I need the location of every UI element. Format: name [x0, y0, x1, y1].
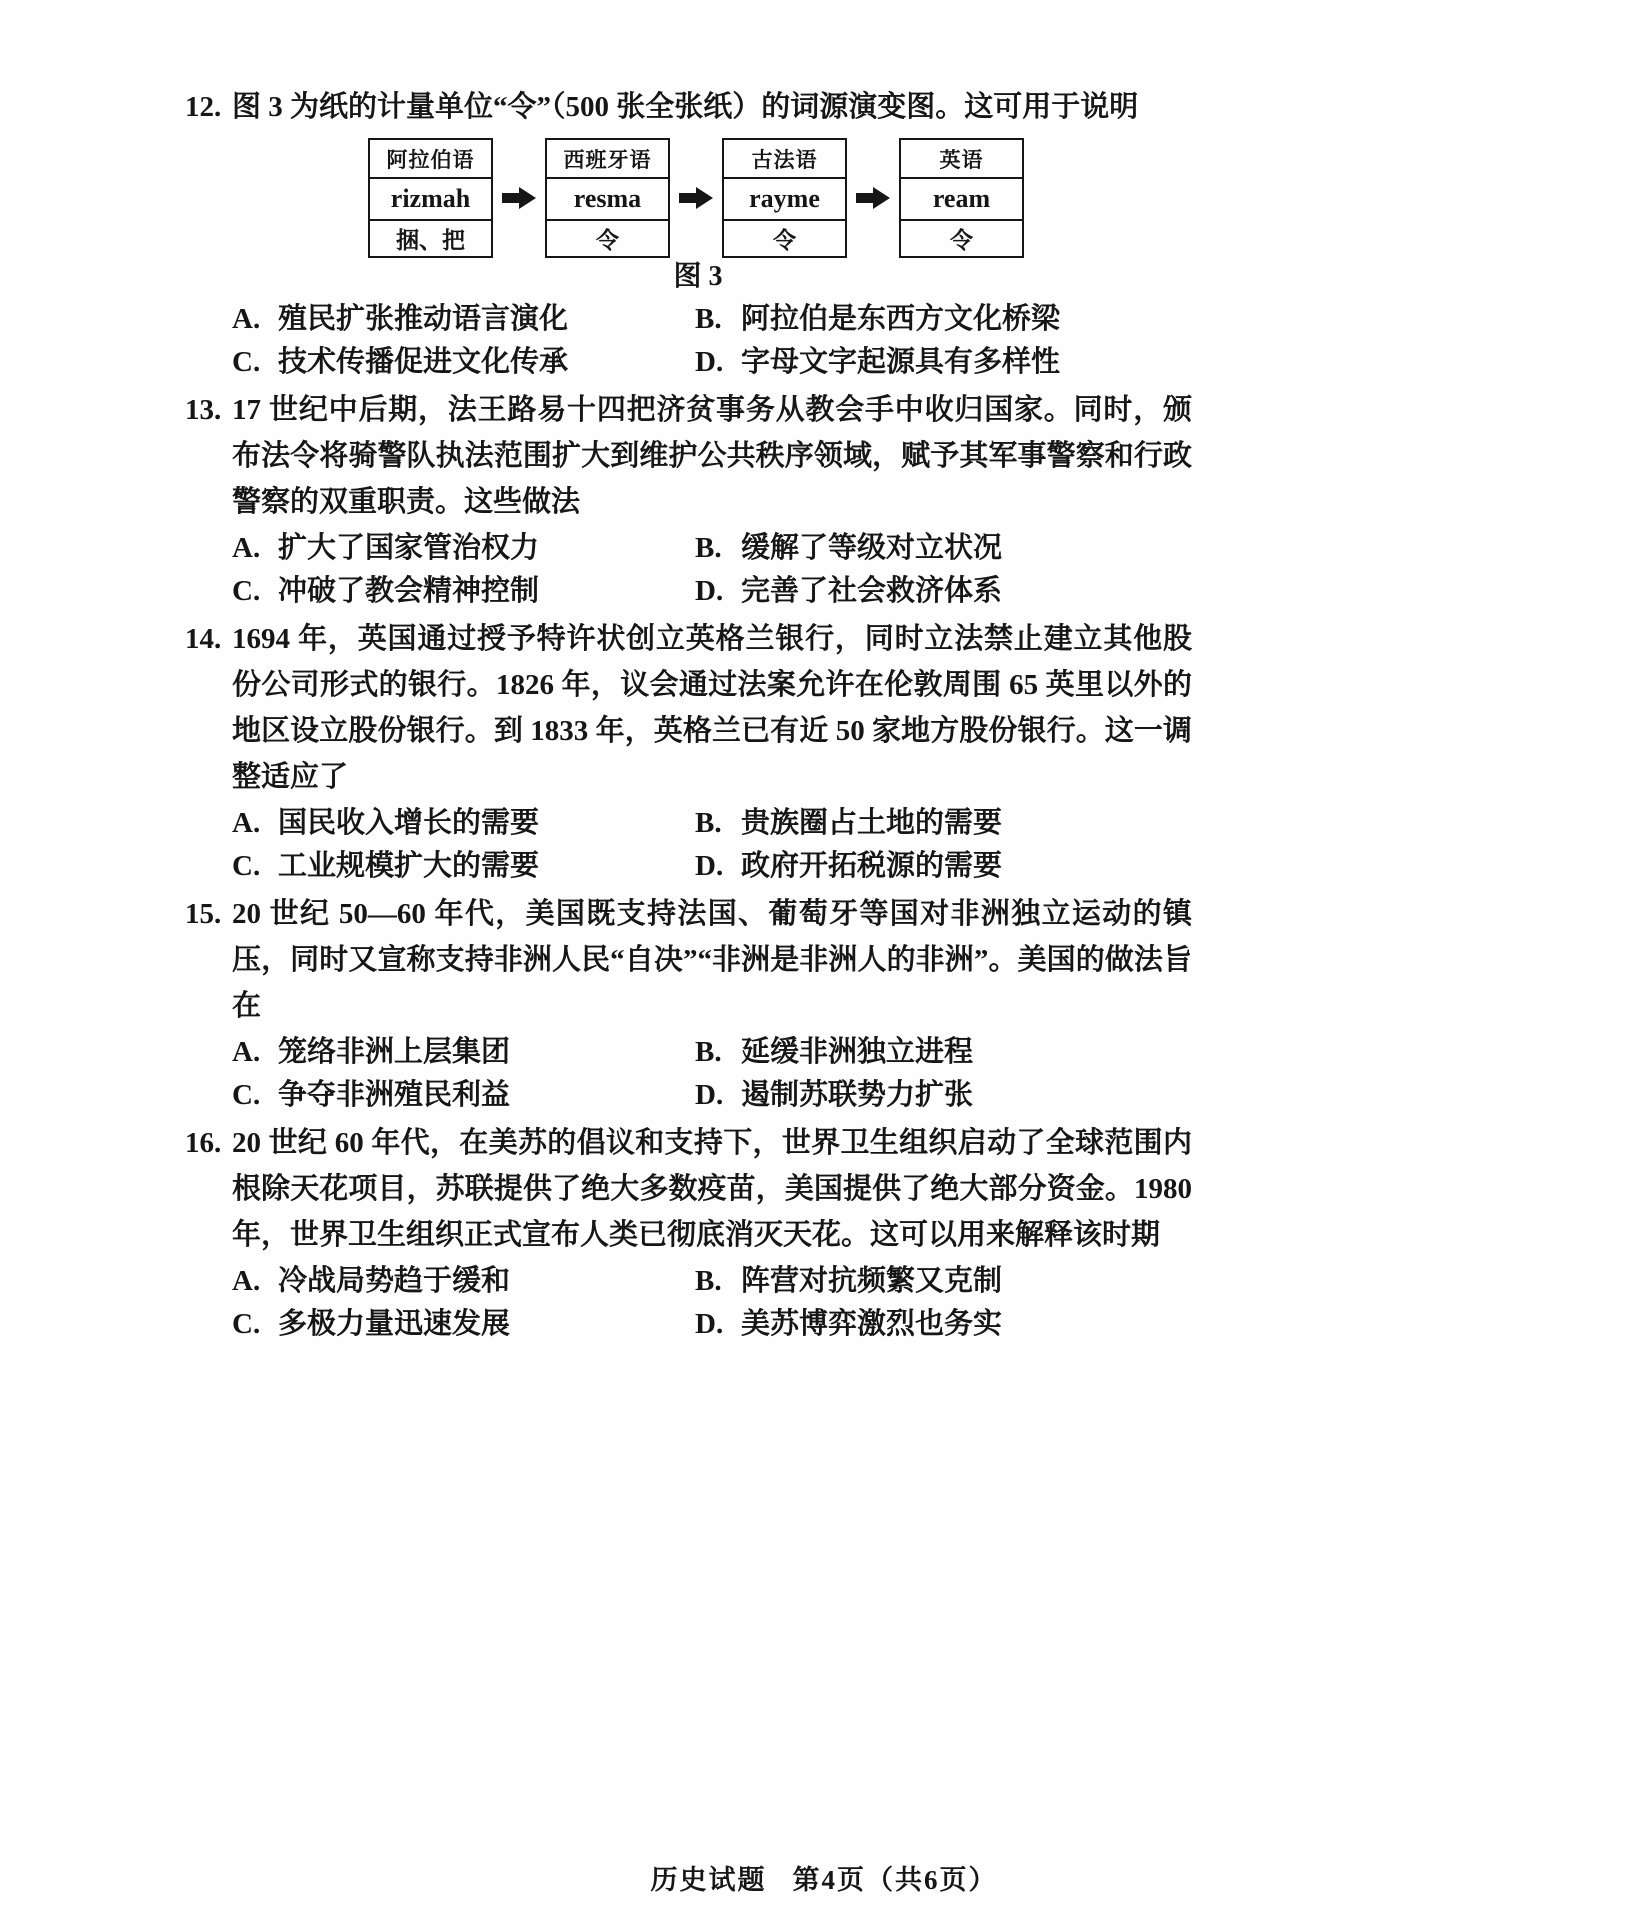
- page-footer: [0, 1858, 1648, 1897]
- question-stem: 图 3 为纸的计量单位“令”（500 张全张纸）的词源演变图。这可用于说明: [232, 91, 1139, 123]
- option-label: B.: [695, 1036, 722, 1068]
- footer-subject: 历史试题: [650, 1865, 767, 1895]
- option-14-c: [232, 845, 695, 888]
- option-label: D.: [695, 1079, 724, 1111]
- option-14-b: [695, 802, 1195, 845]
- options-q16: [185, 1260, 1195, 1346]
- question-stem: 20 世纪 60 年代，在美苏的倡议和支持下，世界卫生组织启动了全球范围内根除天花项目，苏联提供了绝大多数疫苗，美国提供了绝大部分资金。1980 年，世界卫生组织正式宣布人类已彻底消灭天花。这可以用来解释该时期: [232, 1127, 1192, 1251]
- question-stem: 17 世纪中后期，法王路易十四把济贫事务从教会手中收归国家。同时，颁布法令将骑警队执法范围扩大到维护公共秩序领域，赋予其军事警察和行政警察的双重职责。这些做法: [232, 394, 1192, 518]
- right-arrow-icon: [856, 186, 890, 210]
- option-label: C.: [232, 1079, 261, 1111]
- option-label: C.: [232, 850, 261, 882]
- option-label: D.: [695, 850, 724, 882]
- option-label: B.: [695, 807, 722, 839]
- option-15-a: [232, 1031, 695, 1074]
- option-label: C.: [232, 575, 261, 607]
- box-meaning: 捆、把: [370, 219, 491, 256]
- question-number: 13.: [185, 394, 222, 426]
- option-14-a: [232, 802, 695, 845]
- option-label: B.: [695, 1265, 722, 1297]
- option-label: C.: [232, 346, 261, 378]
- option-text: 遏制苏联势力扩张: [741, 1079, 974, 1111]
- option-text: 扩大了国家管治权力: [278, 532, 540, 564]
- option-text: 国民收入增长的需要: [278, 807, 540, 839]
- box-meaning: 令: [547, 219, 668, 256]
- option-text: 争夺非洲殖民利益: [278, 1079, 511, 1111]
- option-label: D.: [695, 346, 724, 378]
- box-word: ream: [901, 177, 1022, 219]
- box-language: 古法语: [751, 147, 818, 172]
- etymology-diagram: [368, 138, 1195, 258]
- question-number: 12.: [185, 91, 222, 123]
- option-16-c: [232, 1303, 695, 1346]
- option-label: B.: [695, 532, 722, 564]
- right-arrow-icon: [502, 186, 536, 210]
- option-text: 延缓非洲独立进程: [741, 1036, 974, 1068]
- option-16-a: [232, 1260, 695, 1303]
- question-number: 14.: [185, 623, 222, 655]
- question-13: [185, 387, 1195, 613]
- option-text: 工业规模扩大的需要: [278, 850, 540, 882]
- diagram-box-english: [899, 138, 1024, 258]
- footer-page-number: 第4页（共6页）: [792, 1865, 998, 1895]
- option-15-b: [695, 1031, 1195, 1074]
- option-15-d: [695, 1074, 1195, 1117]
- option-12-d: [695, 341, 1195, 384]
- box-meaning: 令: [724, 219, 845, 256]
- option-label: A.: [232, 303, 261, 335]
- option-16-d: [695, 1303, 1195, 1346]
- question-15: [185, 891, 1195, 1117]
- options-q14: [185, 802, 1195, 888]
- diagram-box-old-french: [722, 138, 847, 258]
- box-language: 西班牙语: [563, 147, 652, 172]
- question-stem: 20 世纪 50—60 年代，美国既支持法国、葡萄牙等国对非洲独立运动的镇压，同时又宣称支持非洲人民“自决”“非洲是非洲人的非洲”。美国的做法旨在: [232, 898, 1192, 1022]
- right-arrow-icon: [679, 186, 713, 210]
- diagram-box-spanish: [545, 138, 670, 258]
- option-text: 贵族圈占土地的需要: [741, 807, 1003, 839]
- option-text: 缓解了等级对立状况: [741, 532, 1003, 564]
- box-language: 英语: [939, 147, 984, 172]
- option-13-a: [232, 527, 695, 570]
- option-text: 技术传播促进文化传承: [278, 346, 569, 378]
- option-text: 笼络非洲上层集团: [278, 1036, 511, 1068]
- option-text: 阵营对抗频繁又克制: [741, 1265, 1003, 1297]
- question-14: [185, 616, 1195, 888]
- option-label: A.: [232, 532, 261, 564]
- question-12: [185, 84, 1195, 384]
- box-word: resma: [547, 177, 668, 219]
- option-label: A.: [232, 1265, 261, 1297]
- option-text: 冷战局势趋于缓和: [278, 1265, 511, 1297]
- option-13-c: [232, 570, 695, 613]
- option-label: D.: [695, 575, 724, 607]
- options-q12: [185, 298, 1195, 384]
- option-label: D.: [695, 1308, 724, 1340]
- question-number: 16.: [185, 1127, 222, 1159]
- option-text: 殖民扩张推动语言演化: [278, 303, 569, 335]
- option-label: A.: [232, 1036, 261, 1068]
- box-meaning: 令: [901, 219, 1022, 256]
- option-text: 完善了社会救济体系: [741, 575, 1003, 607]
- option-12-c: [232, 341, 695, 384]
- option-14-d: [695, 845, 1195, 888]
- option-text: 美苏博弈激烈也务实: [741, 1308, 1003, 1340]
- box-language: 阿拉伯语: [386, 147, 475, 172]
- diagram-box-arabic: [368, 138, 493, 258]
- option-13-b: [695, 527, 1195, 570]
- option-12-b: [695, 298, 1195, 341]
- question-number: 15.: [185, 898, 222, 930]
- option-16-b: [695, 1260, 1195, 1303]
- option-text: 多极力量迅速发展: [278, 1308, 511, 1340]
- options-q13: [185, 527, 1195, 613]
- option-text: 冲破了教会精神控制: [278, 575, 540, 607]
- figure-caption: 图 3: [673, 261, 723, 292]
- option-label: A.: [232, 807, 261, 839]
- option-text: 政府开拓税源的需要: [741, 850, 1003, 882]
- option-13-d: [695, 570, 1195, 613]
- option-15-c: [232, 1074, 695, 1117]
- option-12-a: [232, 298, 695, 341]
- exam-content: [185, 84, 1195, 1349]
- option-text: 字母文字起源具有多样性: [741, 346, 1061, 378]
- box-word: rizmah: [370, 177, 491, 219]
- question-16: [185, 1120, 1195, 1346]
- option-text: 阿拉伯是东西方文化桥梁: [741, 303, 1061, 335]
- question-stem: 1694 年，英国通过授予特许状创立英格兰银行，同时立法禁止建立其他股份公司形式的银行。1826 年，议会通过法案允许在伦敦周围 65 英里以外的地区设立股份银行。到 1833 年，英格兰已有近 50 家地方股份银行。这一调整适应了: [232, 623, 1192, 793]
- box-word: rayme: [724, 177, 845, 219]
- option-label: B.: [695, 303, 722, 335]
- option-label: C.: [232, 1308, 261, 1340]
- options-q15: [185, 1031, 1195, 1117]
